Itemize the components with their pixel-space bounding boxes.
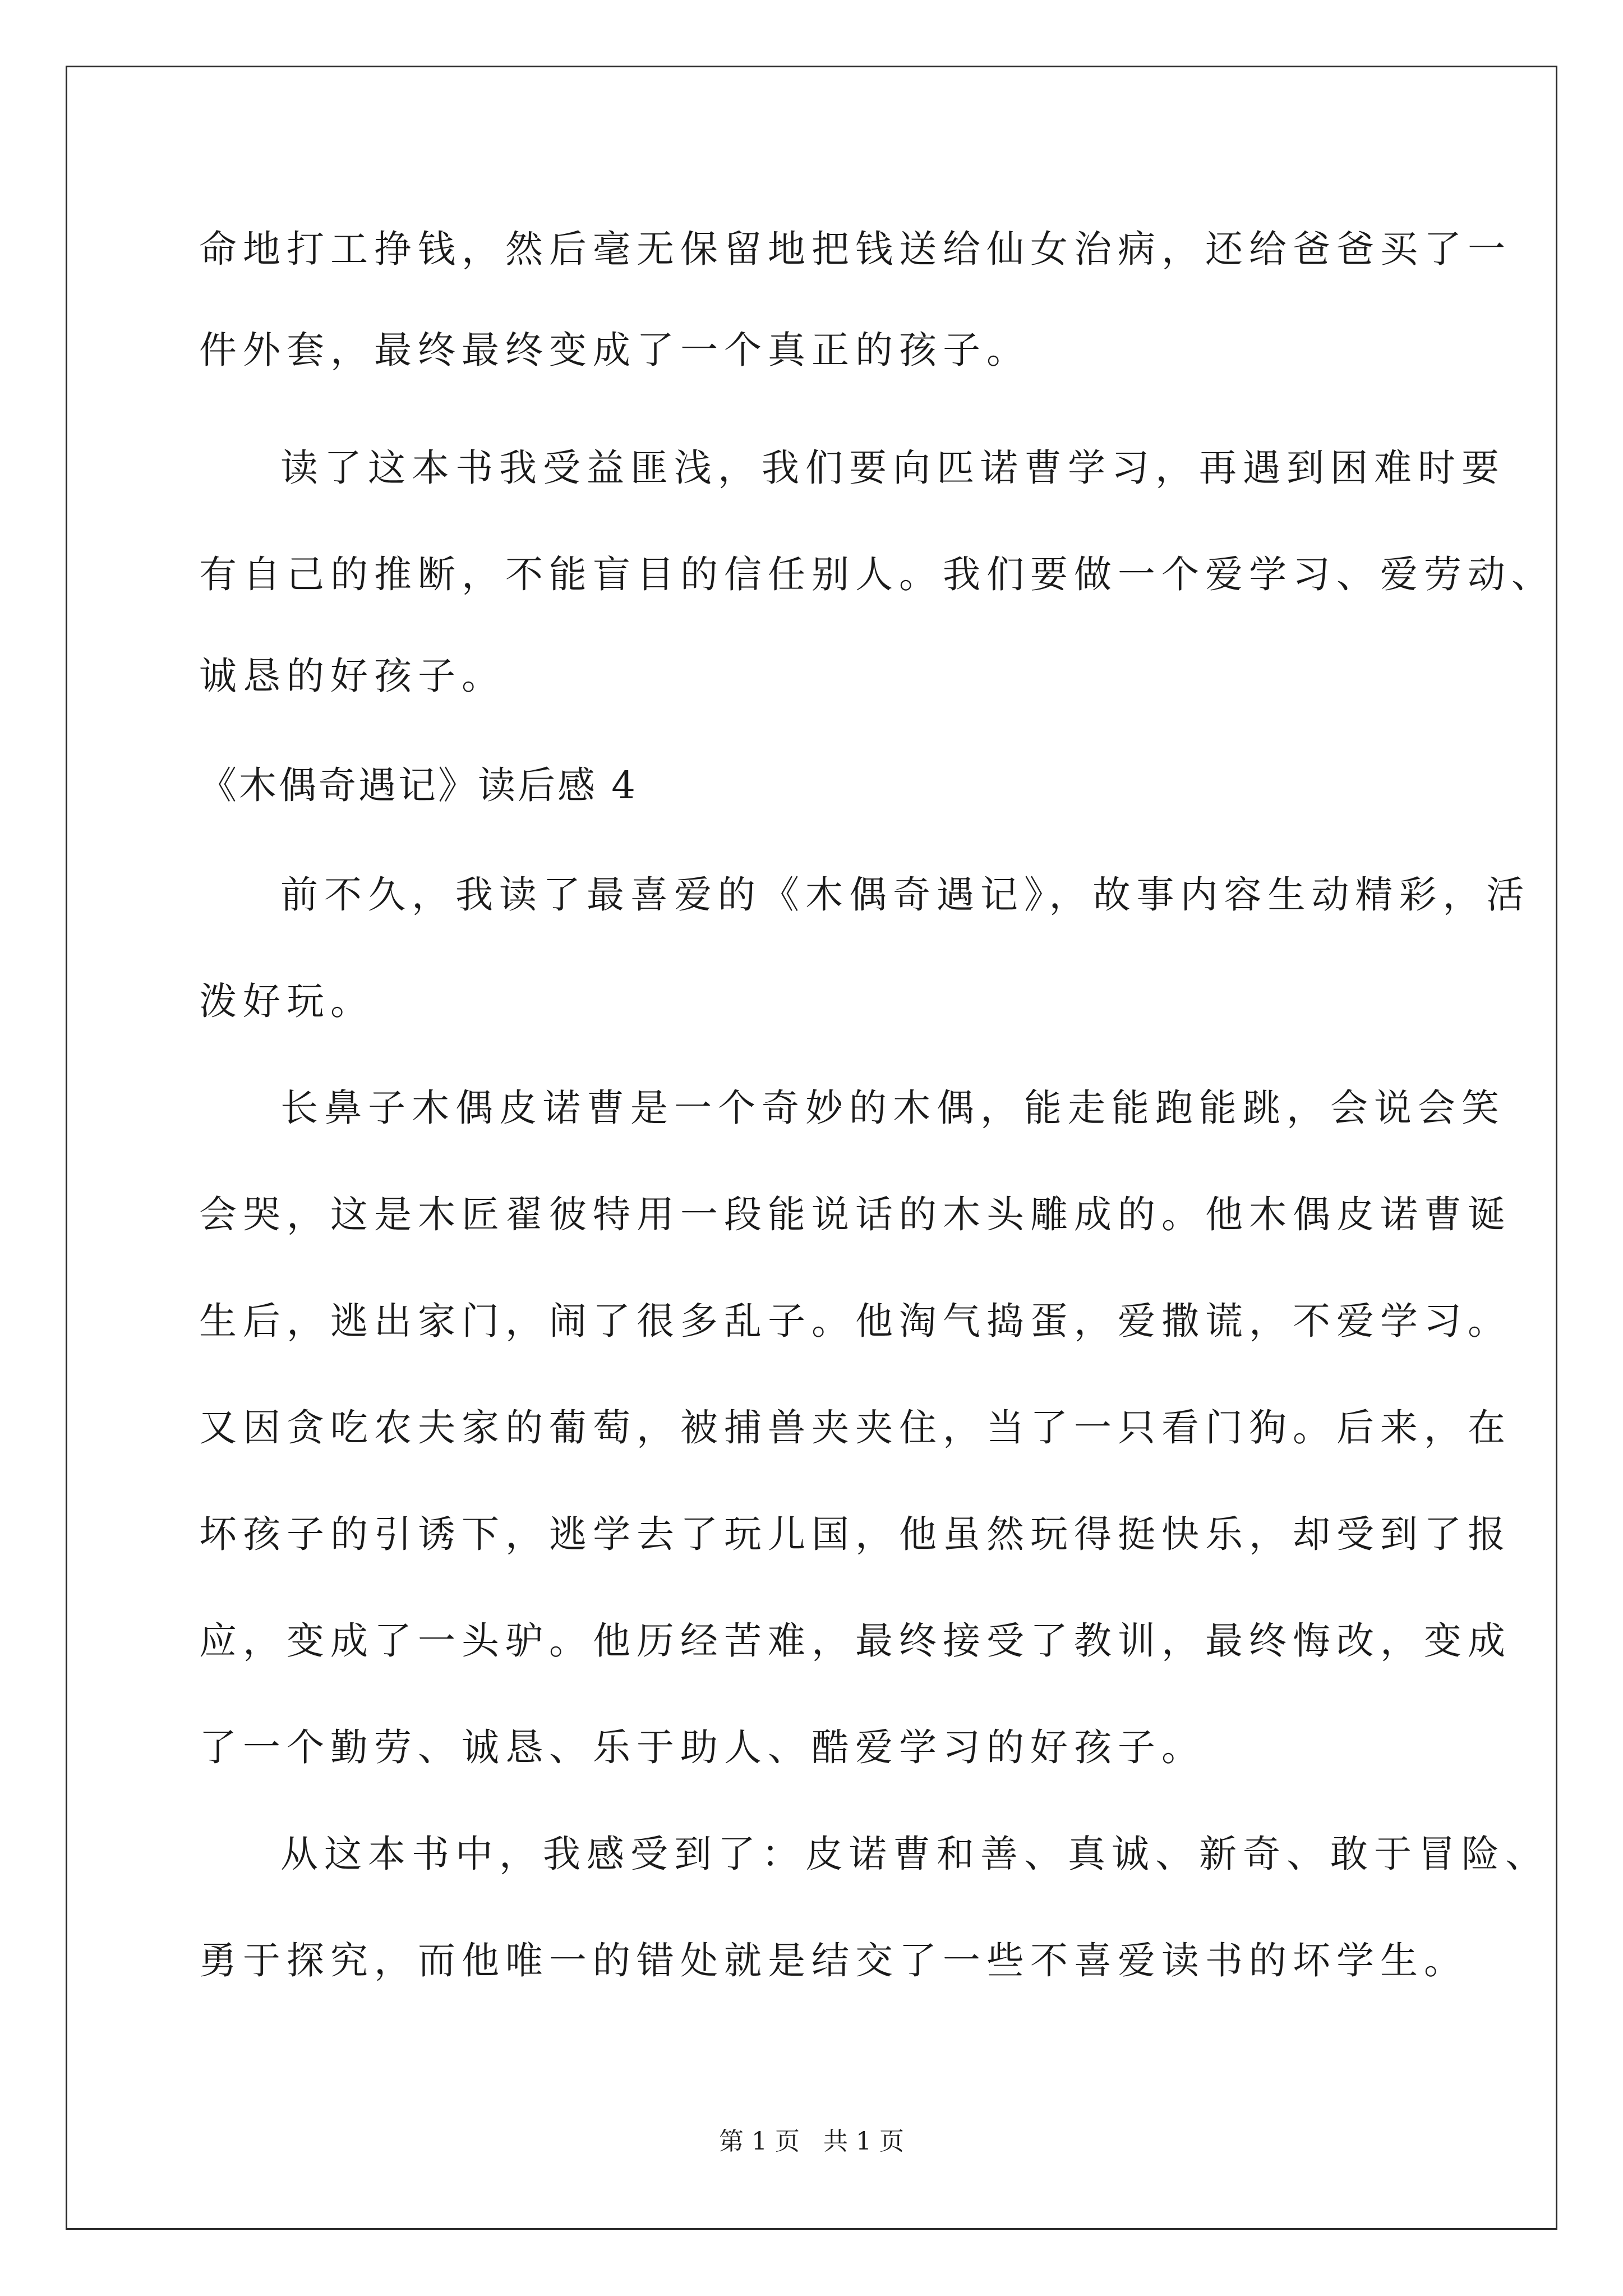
text-line: 件外套，最终最终变成了一个真正的孩子。 bbox=[199, 328, 1030, 372]
section-heading: 《木偶奇遇记》读后感 4 bbox=[199, 763, 638, 807]
text-line: 长鼻子木偶皮诺曹是一个奇妙的木偶，能走能跑能跳，会说会笑 bbox=[280, 1086, 1505, 1130]
text-line: 前不久，我读了最喜爱的《木偶奇遇记》，故事内容生动精彩，活 bbox=[280, 873, 1530, 917]
text-line: 生后，逃出家门，闹了很多乱子。他淘气捣蛋，爱撒谎，不爱学习。 bbox=[199, 1299, 1511, 1343]
text-line: 有自己的推断，不能盲目的信任别人。我们要做一个爱学习、爱劳动、 bbox=[199, 553, 1555, 596]
text-line: 诚恳的好孩子。 bbox=[199, 654, 505, 698]
text-line: 命地打工挣钱，然后毫无保留地把钱送给仙女治病，还给爸爸买了一 bbox=[199, 227, 1511, 271]
page-footer: 第 1 页 共 1 页 bbox=[719, 2127, 904, 2156]
page-border bbox=[66, 66, 1557, 2230]
text-line: 坏孩子的引诱下，逃学去了玩儿国，他虽然玩得挺快乐，却受到了报 bbox=[199, 1512, 1511, 1556]
text-line: 会哭，这是木匠翟彼特用一段能说话的木头雕成的。他木偶皮诺曹诞 bbox=[199, 1193, 1511, 1236]
text-line: 应，变成了一头驴。他历经苦难，最终接受了教训，最终悔改，变成 bbox=[199, 1619, 1511, 1663]
text-line: 读了这本书我受益匪浅，我们要向匹诺曹学习，再遇到困难时要 bbox=[280, 446, 1505, 490]
text-line: 勇于探究，而他唯一的错处就是结交了一些不喜爱读书的坏学生。 bbox=[199, 1939, 1468, 1982]
text-line: 又因贪吃农夫家的葡萄，被捕兽夹夹住，当了一只看门狗。后来，在 bbox=[199, 1406, 1511, 1450]
text-line: 了一个勤劳、诚恳、乐于助人、酷爱学习的好孩子。 bbox=[199, 1726, 1205, 1769]
text-line: 泼好玩。 bbox=[199, 979, 374, 1023]
text-line: 从这本书中，我感受到了：皮诺曹和善、真诚、新奇、敢于冒险、 bbox=[280, 1832, 1549, 1876]
